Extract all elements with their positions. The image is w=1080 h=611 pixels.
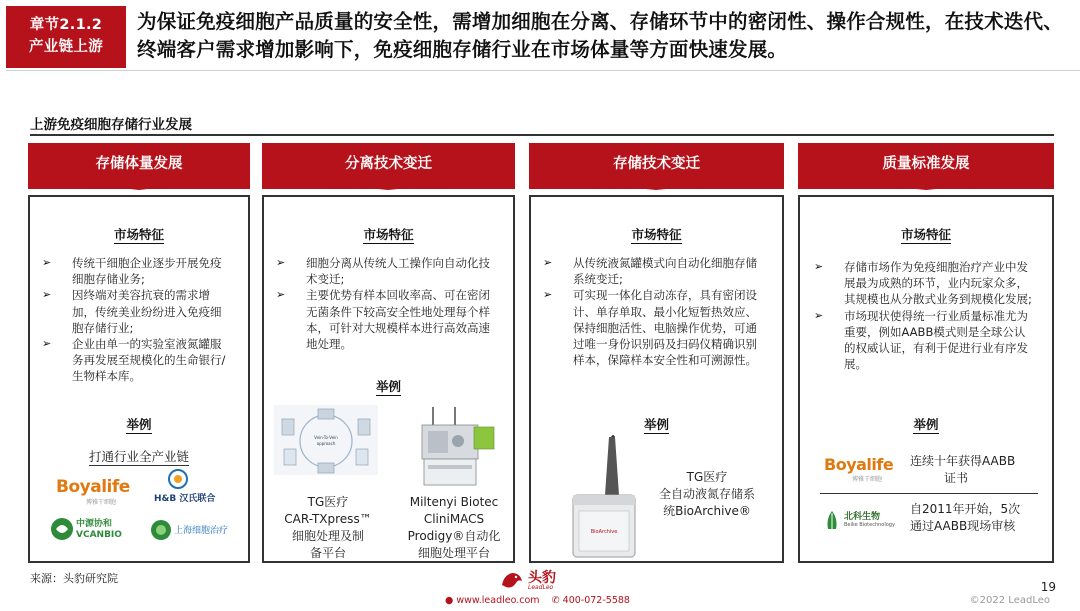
- column-storage-volume: [28, 143, 250, 563]
- column-heading: 质量标准发展: [882, 156, 970, 172]
- bioarchive-caption: TG医疗 全自动液氮存储系 统BioArchive®: [658, 470, 755, 518]
- section-title: 上游免疫细胞存储行业发展: [30, 117, 192, 133]
- example-title: 举例: [913, 417, 939, 432]
- bullet-item: ➢ 可实现一体化自动冻存，具有密闭设计、单存单取、最小化短暂热效应、保持细胞活性、电脑操作优势，可通过唯一身份识别码及扫码仪精确识别样本，保障样本安全性和可溯源性。: [537, 287, 767, 368]
- column-heading: 分离技术变迁: [345, 156, 432, 172]
- tg-caption: TG医疗 CAR-TXpress™ 细胞处理及制 备平台: [284, 495, 372, 560]
- bullet-item: ➢ 主要优势有样本回收率高、可在密闭无菌条件下较高安全性地处理每个样本，可针对大规模样本进行高效高速地处理。: [270, 287, 496, 352]
- arrow-down-shape: [798, 177, 1054, 191]
- market-features-title: 市场特征: [631, 227, 682, 242]
- column-header: [262, 143, 515, 189]
- arrow-down-shape: [262, 177, 515, 191]
- arrow-down-shape: [529, 177, 784, 191]
- column-body: [262, 195, 515, 563]
- copyright: ©2022 LeadLeo: [969, 595, 1050, 606]
- column-heading: 存储体量发展: [95, 156, 183, 172]
- bullet-item: ➢ 企业由单一的实验室液氮罐服务再发展至规模化的生命银行/生物样本库。: [36, 336, 232, 385]
- car-txpress-platform-image: [274, 405, 378, 475]
- boyalife-logo: Boyalife 博雅干细胞: [824, 455, 894, 483]
- bullet-list: [270, 255, 496, 352]
- example-subtitle: 打通行业全产业链: [88, 449, 189, 464]
- example-title: 举例: [375, 379, 401, 394]
- website-link[interactable]: www.leadleo.com: [456, 595, 540, 606]
- svg-text:approach: approach: [316, 441, 336, 446]
- beike-logo: 北科生物 Beike Biotechnology: [824, 507, 904, 537]
- column-header: [28, 143, 250, 189]
- bullet-list: [36, 255, 232, 385]
- market-features-title: 市场特征: [113, 227, 164, 242]
- arrow-down-shape: [28, 177, 250, 191]
- globe-icon: ●: [445, 595, 454, 606]
- bullet-item: ➢ 因终端对美容抗衰的需求增加，传统美业纷纷进入免疫细胞存储行业;: [36, 287, 232, 336]
- page-number: 19: [1040, 580, 1056, 594]
- column-header: [529, 143, 784, 189]
- bullet-list: [808, 259, 1036, 372]
- market-features-title: 市场特征: [363, 227, 414, 242]
- page-title: 为保证免疫细胞产品质量的安全性，需增加细胞在分离、存储环节中的密闭性、操作合规性，在技术迭代、终端客户需求增加影响下，免疫细胞存储行业在市场体量等方面快速发展。: [137, 10, 1063, 61]
- contact-info: [445, 595, 630, 606]
- header-divider: [6, 70, 1080, 71]
- column-body: [28, 195, 250, 563]
- shanghai-cell-icon: [150, 519, 172, 541]
- leopard-icon: [500, 569, 524, 591]
- boyalife-logo: Boyalife 博雅干细胞: [56, 477, 130, 506]
- bioarchive-machine-image: [565, 433, 645, 563]
- column-body: [529, 195, 784, 563]
- chapter-number: 章节2.1.2: [29, 17, 103, 33]
- shanghai-cell-logo: 上海细胞治疗: [150, 517, 230, 547]
- column-storage-tech: [529, 143, 784, 563]
- column-body: [798, 195, 1054, 563]
- bullet-item: ➢ 存储市场作为免疫细胞治疗产业中发展最为成熟的环节，业内玩家众多，其规模也从分散式业务到规模化发展;: [808, 259, 1036, 308]
- hb-logo: H&B 汉氏联合: [154, 469, 224, 509]
- svg-text:Vein-To-Vein: Vein-To-Vein: [314, 435, 338, 440]
- clinimacs-prodigy-image: [414, 405, 498, 489]
- column-header: [798, 143, 1054, 189]
- bullet-item: ➢ 细胞分离从传统人工操作向自动化技术变迁;: [270, 255, 496, 287]
- beike-icon: [824, 509, 840, 531]
- vcanbio-logo: 中源协和 VCANBIO: [50, 515, 130, 547]
- column-separation-tech: [262, 143, 515, 563]
- source-note: 来源：头豹研究院: [30, 572, 118, 585]
- example-title: 举例: [126, 417, 152, 432]
- bullet-item: ➢ 传统干细胞企业逐步开展免疫细胞存储业务;: [36, 255, 232, 287]
- aabb-audit-text: 自2011年开始，5次 通过AABB现场审核: [910, 502, 1021, 533]
- bullet-list: [537, 255, 767, 368]
- example-title: 举例: [643, 417, 669, 432]
- header: [0, 0, 1080, 72]
- vcanbio-icon: [50, 517, 74, 541]
- phone-number: 400-072-5588: [562, 595, 630, 606]
- row-divider: [820, 493, 1038, 494]
- section-divider: [30, 134, 1054, 136]
- bullet-item: ➢ 市场现状使得统一行业质量标准尤为重要，例如AABB模式则是全球公认的权威认证，有利于促进行业有序发展。: [808, 308, 1036, 373]
- phone-icon: ✆: [551, 595, 560, 606]
- chapter-label: 产业链上游: [29, 39, 103, 55]
- bullet-item: ➢ 从传统液氮罐模式向自动化细胞存储系统变迁;: [537, 255, 767, 287]
- market-features-title: 市场特征: [900, 227, 951, 242]
- column-heading: 存储技术变迁: [613, 156, 700, 172]
- leadleo-logo: 头豹 LeadLeo: [500, 567, 590, 595]
- hb-icon: [168, 469, 188, 489]
- miltenyi-caption: Miltenyi Biotec CliniMACS Prodigy®自动化 细胞处理平台: [407, 495, 501, 560]
- chapter-badge: [6, 6, 126, 68]
- aabb-award-text: 连续十年获得AABB 证书: [910, 454, 1016, 485]
- svg-text:BioArchive: BioArchive: [590, 529, 618, 535]
- column-quality-standards: [798, 143, 1054, 563]
